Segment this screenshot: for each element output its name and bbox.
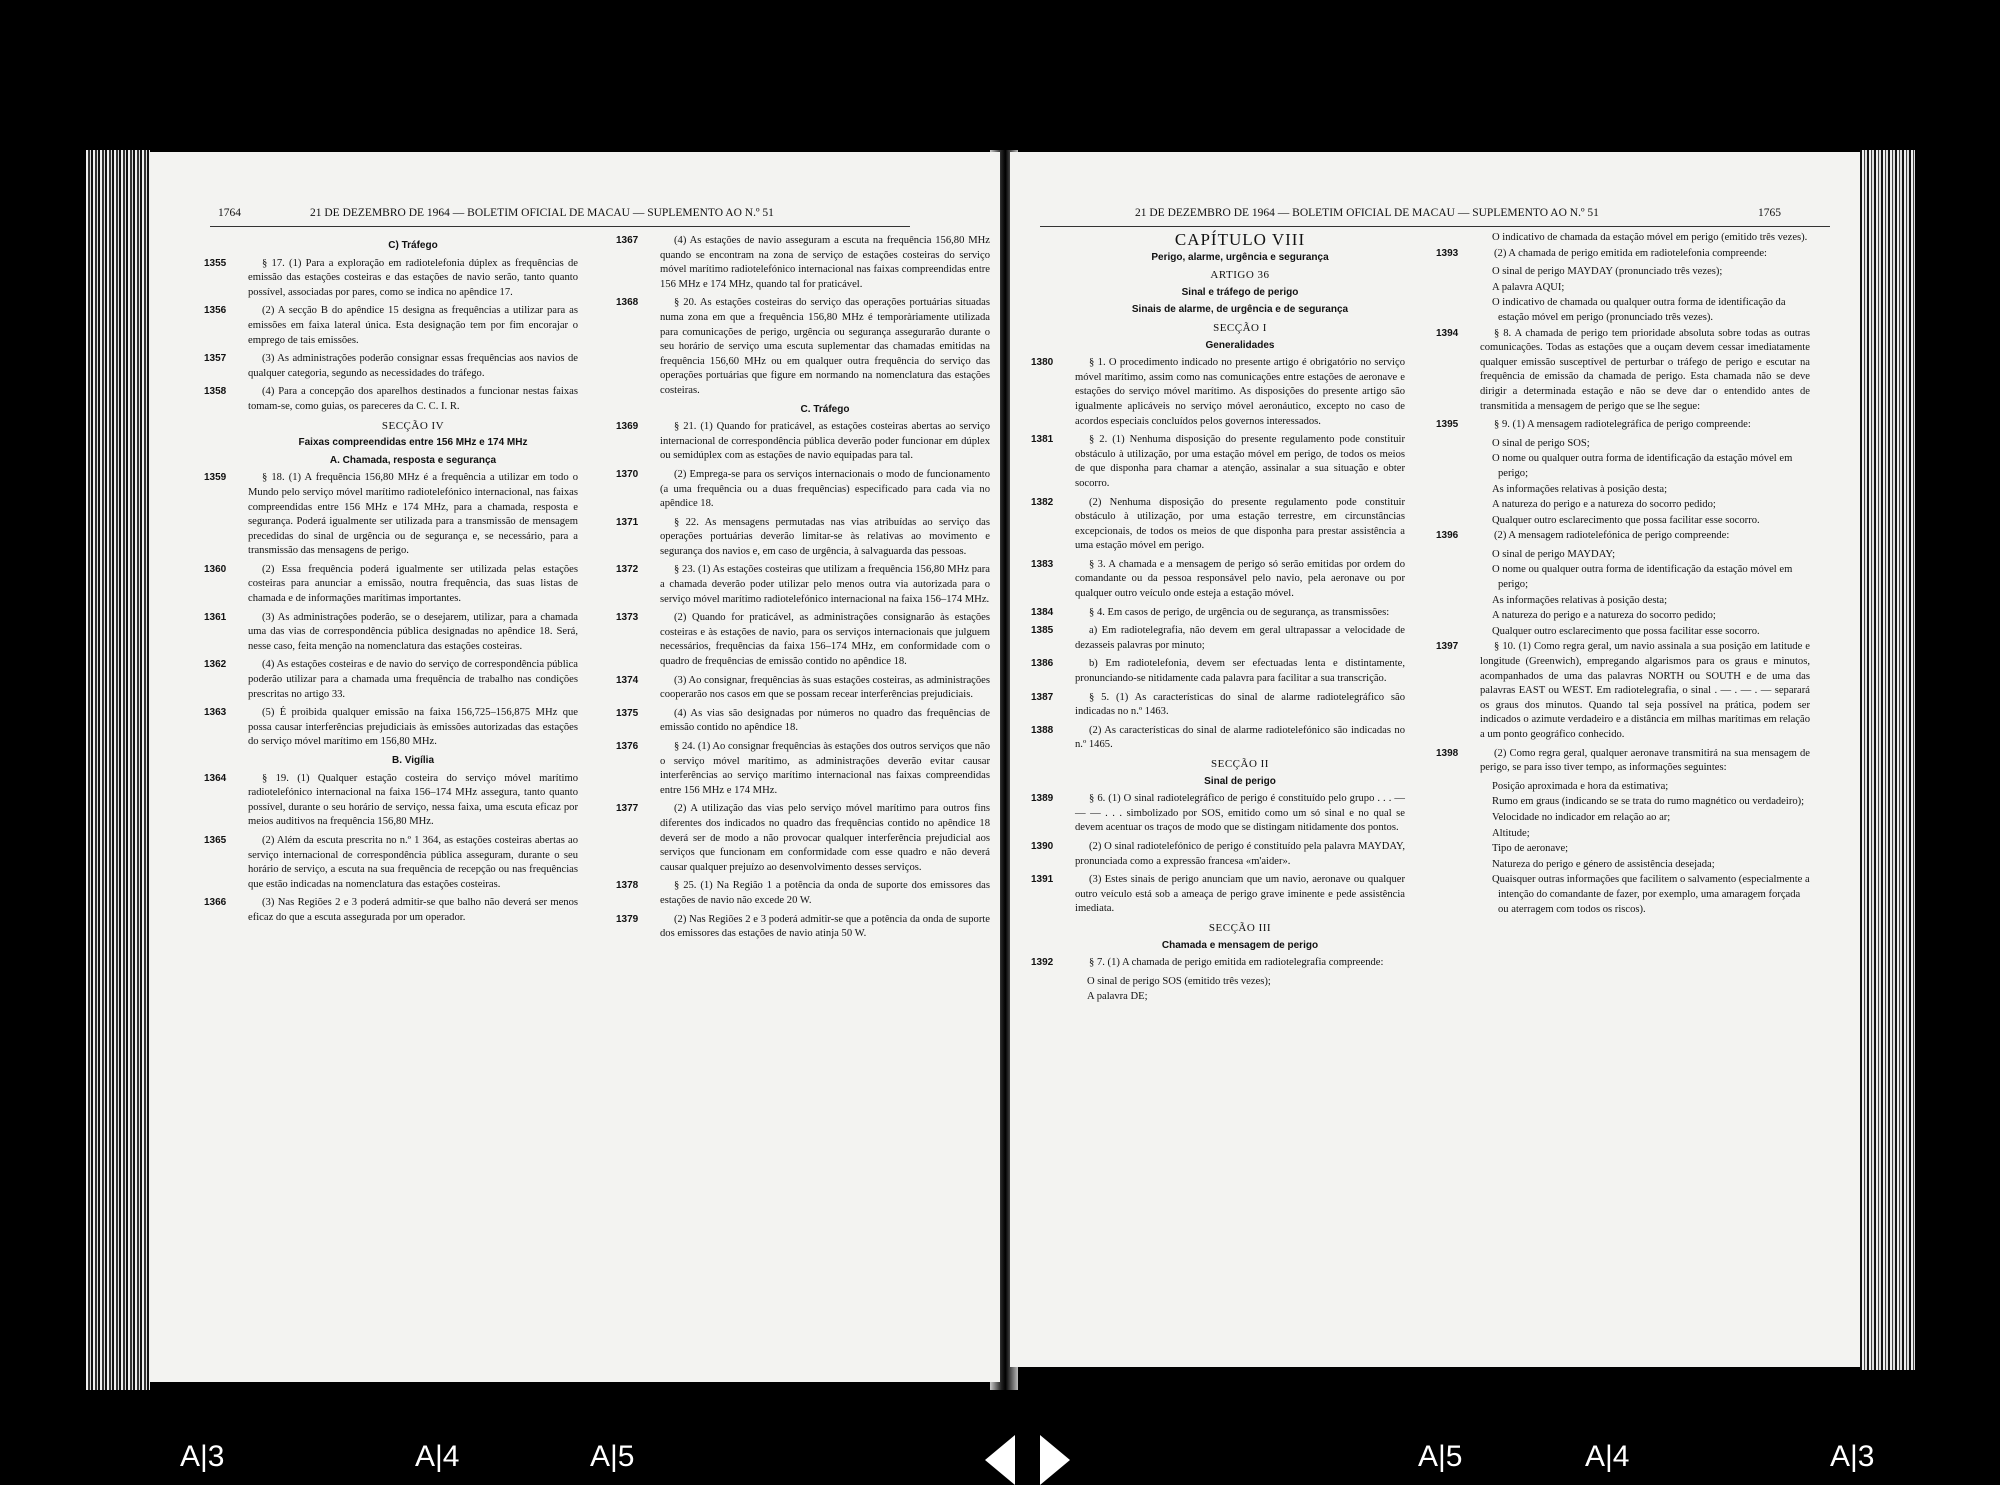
section-heading: SECÇÃO IV [381,419,445,432]
paragraph-number: 1383 [1031,558,1054,570]
section-heading: A. Chamada, resposta e segurança [329,454,497,466]
list-item: Posição aproximada e hora da estimativa; [1492,780,1669,792]
paragraph-text: (2) Como regra geral, qualquer aeronave transmitirá na sua mensagem de perigo, se para isso tiver tempo, as informações seguintes: [1480,747,1810,774]
paragraph [1436,247,1810,262]
list-item: Quaisquer outras informações que facilitem o salvamento (especialmente a intenção do comandante de fazer, por exemplo, uma amaragem forçada ou aterragem com todos os riscos). [1492,874,1810,915]
paragraph-text: § 21. (1) Quando for praticável, as estações costeiras abertas ao serviço internacional de correspondência pública deverão poder funcionar em dúplex ou semidúplex com as estações de navio equipadas para tal. [660,421,990,462]
paragraph-number: 1364 [204,772,227,784]
paragraph-text: § 23. (1) As estações costeiras que utilizam a frequência 156,80 MHz para a chamada deverão poder utilizar pelo menos outra via autorizada para o serviço móvel marítimo radiotelefónico internacional na faixa 156–174 MHz. [660,564,990,605]
film-marker-left [985,1435,1015,1485]
paragraph-number: 1397 [1436,641,1459,653]
list-item: O sinal de perigo MAYDAY (pronunciado três vezes); [1492,266,1723,278]
paragraph-text: § 9. (1) A mensagem radiotelegráfica de perigo compreende: [1494,419,1751,431]
right-page-number: 1765 [1758,207,1781,219]
list-item: O sinal de perigo SOS (emitido três vezes); [1087,975,1271,987]
section-heading: CAPÍTULO VIII [1174,230,1306,249]
paragraph-text: § 3. A chamada e a mensagem de perigo só serão emitidas por ordem do comandante ou da pessoa responsável pelo navio, pela aeronave ou por qualquer outro veículo onde esteja a estação móvel. [1075,558,1405,600]
paragraph-number: 1388 [1031,724,1054,736]
paragraph [204,706,578,750]
paragraph-number: 1374 [616,674,639,686]
paragraph-number: 1385 [1031,625,1054,637]
left-page [150,152,1000,1382]
paragraph [616,420,990,464]
paragraph-number: 1357 [204,353,227,365]
paragraph-text: (2) Emprega-se para os serviços internacionais o modo de funcionamento (a uma frequência ou a duas frequências) especificado para cada via no apêndice 18. [660,468,990,510]
paragraph [204,563,578,607]
section-heading: B. Vigília [391,755,435,766]
film-label: A|3 [1830,1440,1875,1473]
paragraph-text: (2) A mensagem radiotelefónica de perigo compreende: [1494,530,1730,542]
list-item: O indicativo de chamada ou qualquer outra forma de identificação da estação móvel em perigo (pronunciado três vezes). [1492,297,1786,323]
paragraph-text: (2) Nas Regiões 2 e 3 poderá admitir-se que a potência da onda de suporte dos emissores das estações de navio atinja 50 W. [660,913,990,940]
paragraph-number: 1395 [1436,419,1459,431]
paragraph [204,352,578,381]
paragraph-number: 1392 [1031,957,1054,969]
paragraph-text: (2) A utilização das vias pelo serviço móvel marítimo para outros fins diferentes dos indicados no quadro das frequências contido no apêndice 18 deverá ser de modo a não provocar qualquer interferência prejudicial aos serviços que funcionam em conformidade com esse quadro e não deverá causar qualquer prejuízo ao desenvolvimento desses serviços. [660,803,990,873]
left-column-1 [204,236,578,930]
paragraph-text: (2) Nenhuma disposição do presente regulamento pode constituir obstáculo à utilização, por uma estação terrestre, em circunstâncias excepcionais, de todos os meios de que disponha para prestar assistência a uma estação móvel em perigo. [1075,496,1405,552]
paragraph-text: b) Em radiotelefonia, devem ser efectuadas lenta e distintamente, pronunciando-se nitidamente cada palavra para facilitar a sua transcrição. [1075,658,1405,685]
paragraph-number: 1398 [1436,747,1459,759]
paragraph [1031,691,1405,720]
paragraph-text: § 19. (1) Qualquer estação costeira do serviço móvel marítimo radiotelefónico internacional na faixa 156–174 MHz assegura, tanto quanto possível, durante o seu horário de serviço, nessa faixa, uma escuta eficaz por meios auditivos na frequência 156,80 MHz. [248,772,578,828]
paragraph-text: (3) Nas Regiões 2 e 3 poderá admitir-se que balho não deverá ser menos eficaz do que a escuta assegurada por um operador. [248,897,578,923]
paragraph [204,834,578,892]
paragraph-text: § 25. (1) Na Região 1 a potência da onda de suporte dos emissores das estações de navio não excede 20 W. [660,880,990,906]
paragraph-number: 1389 [1031,793,1054,805]
paragraph-text: a) Em radiotelegrafia, não devem em geral ultrapassar a velocidade de dezasseis palavras por minuto; [1075,625,1405,651]
paragraph-number: 1390 [1031,840,1054,852]
list-item: Qualquer outro esclarecimento que possa facilitar esse socorro. [1492,625,1760,637]
paragraph-text: § 17. (1) Para a exploração em radiotelefonia dúplex as frequências de emissão das estações costeiras e das estações de navio serão, tanto quanto possível, associadas por pares, como se indica no apêndice 17. [248,257,578,298]
section-heading: C) Tráfego [388,240,438,251]
right-running-head: 21 DE DEZEMBRO DE 1964 — BOLETIM OFICIAL DE MACAU — SUPLEMENTO AO N.º 51 [1135,207,1599,219]
paragraph-text: (2) Quando for praticável, as administrações consignarão às estações costeiras e às estações de navio, para os serviços internacionais que julguem necessários, frequências da faixa 156–174 MHz, em conformidade com o quadro de frequências de emissão contido no apêndice 18. [660,612,990,668]
paragraph-text: (3) Estes sinais de perigo anunciam que um navio, aeronave ou qualquer outro veículo está sob a ameaça de perigo grave iminente e pede assistência imediata. [1075,874,1405,915]
paragraph-number: 1381 [1031,434,1054,446]
paragraph [1031,724,1405,753]
paragraph [204,611,578,655]
paragraph-number: 1368 [616,297,639,309]
list-item: Qualquer outro esclarecimento que possa facilitar esse socorro. [1492,514,1760,526]
left-page-number: 1764 [218,207,241,219]
right-page [1010,152,1860,1367]
paragraph-text: § 1. O procedimento indicado no presente artigo é obrigatório no serviço móvel marítimo, assim como nas comunicações entre estações de aeronave e estações do serviço móvel marítimo. As disposições do presente artigo são igualmente aplicáveis no serviço móvel aeronáutico, excepto no caso de acordos especiais concluídos pelos governos interessados. [1075,357,1405,427]
paragraph-text: (5) É proibida qualquer emissão na faixa 156,725–156,875 MHz que possa causar interferências prejudiciais às emissões autorizadas das estações do serviço móvel marítimo em 156,80 MHz. [248,707,578,748]
list-item: O nome ou qualquer outra forma de identificação da estação móvel em perigo; [1492,564,1793,591]
section-heading: Sinal de perigo [1204,775,1276,787]
paragraph [616,516,990,560]
paragraph-text: (2) O sinal radiotelefónico de perigo é constituído pela palavra MAYDAY, pronunciada como a expressão francesa «m'aider». [1075,840,1405,867]
paragraph [616,611,990,669]
paragraph-number: 1396 [1436,530,1459,542]
list-item: Velocidade no indicador em relação ao ar; [1492,811,1671,823]
paragraph [1436,327,1810,415]
film-marker-right [1040,1435,1070,1485]
paragraph-number: 1379 [616,913,639,925]
left-book-edge [86,150,150,1390]
paragraph [616,802,990,875]
paragraph-number: 1386 [1031,658,1054,670]
paragraph-number: 1372 [616,564,639,576]
paragraph-text: § 7. (1) A chamada de perigo emitida em radiotelegrafia compreende: [1089,957,1384,969]
paragraph [616,740,990,798]
paragraph [1031,657,1405,686]
paragraph-text: (4) As estações de navio asseguram a escuta na frequência 156,80 MHz quando se encontram na zona de serviço de estações costeiras do serviço móvel marítimo radiotelefónico internacional nas faixas compreendidas entre 156 MHz e 174 MHz, quando tal for praticável. [660,235,990,290]
paragraph-number: 1366 [204,897,227,909]
paragraph-text: (4) As vias são designadas por números no quadro das frequências de emissão contido no apêndice 18. [660,707,990,734]
paragraph [616,913,990,942]
paragraph-text: § 20. As estações costeiras do serviço das operações portuárias situadas numa zona em que a frequência 156,80 MHz é temporàriamente utilizada para comunicações de perigo, urgência ou segurança assegurarão durante o seu horário de serviço uma escuta suplementar das chamadas emitidas na frequência 156,60 MHz ou em qualquer outra frequência do serviço das operações portuárias que figure em normando na nomenclatura das estações costeiras. [660,297,990,396]
paragraph-text: § 18. (1) A frequência 156,80 MHz é a frequência a utilizar em todo o Mundo pelo serviço móvel marítimo radiotelefónico internacional, nas faixas compreendidas entre 156 MHz e 174 MHz, para a chamada, resposta e segurança. Poderá igualmente ser utilizada para a transmissão de mensagem precedidas do sinal de urgência ou de segurança e, se necessário, para a transmissão das mensagens de perigo. [248,472,578,557]
paragraph [1436,640,1810,742]
paragraph [1031,792,1405,836]
paragraph-number: 1380 [1031,357,1054,369]
paragraph-number: 1363 [204,707,227,719]
right-column-2 [1436,230,1810,918]
paragraph [204,385,578,414]
paragraph-text: (4) As estações costeiras e de navio do serviço de correspondência pública poderão utilizar para a chamada uma frequência de trabalho nas condições prescritas no artigo 33. [248,659,578,700]
paragraph-number: 1375 [616,707,639,719]
paragraph [616,707,990,736]
section-heading: Chamada e mensagem de perigo [1161,939,1319,951]
paragraph-text: § 5. (1) As características do sinal de alarme radiotelegráfico são indicadas no n.º 1463. [1075,691,1405,718]
paragraph-number: 1362 [204,659,227,671]
paragraph-number: 1355 [204,257,227,269]
section-heading: SECÇÃO III [1208,921,1272,934]
film-label: A|5 [1418,1440,1463,1473]
list-item: A natureza do perigo e a natureza do socorro pedido; [1492,610,1716,622]
paragraph-number: 1356 [204,305,227,317]
paragraph [204,304,578,348]
paragraph [204,471,578,559]
paragraph [1031,624,1405,653]
paragraph [1031,356,1405,429]
paragraph-text: § 24. (1) Ao consignar frequências às estações dos outros serviços que não o serviço móvel marítimo, as administrações deverão evitar causar interferências ao serviço marítimo internacional nas faixas compreendidas entre 156 MHz e 174 MHz. [660,741,990,796]
section-heading: SECÇÃO I [1213,321,1267,334]
list-item: As informações relativas à posição desta; [1492,483,1668,495]
section-heading: Sinais de alarme, de urgência e de segurança [1131,304,1349,316]
paragraph-text: (2) A secção B do apêndice 15 designa as frequências a utilizar para as emissões em faixa lateral única. Esta designação tem por fim encorajar o emprego de tais emissões. [248,305,578,346]
section-heading: Generalidades [1205,339,1275,351]
list-item: Altitude; [1492,827,1530,839]
list-item: Tipo de aeronave; [1492,843,1569,855]
paragraph-number: 1358 [204,386,227,398]
paragraph-number: 1393 [1436,247,1459,259]
paragraph [616,468,990,512]
paragraph-text: (2) A chamada de perigo emitida em radiotelefonia compreende: [1494,247,1767,259]
paragraph-text: (2) As características do sinal de alarme radiotelefónico são indicadas no n.º 1465. [1075,724,1405,751]
list-item: A palavra AQUI; [1492,281,1565,293]
paragraph-number: 1361 [204,611,227,623]
right-column-1 [1031,227,1405,1006]
list-item: A natureza do perigo e a natureza do socorro pedido; [1492,499,1716,511]
paragraph-number: 1359 [204,472,227,484]
section-heading: C. Tráfego [800,403,850,415]
left-head-rule [210,226,910,227]
paragraph [1031,433,1405,491]
paragraph-text: § 10. (1) Como regra geral, um navio assinala a sua posição em latitude e longitude (Greenwich), empregando algarismos para os graus e minutos, acompanhados de uma das palavras NORTH ou SOUTH e de uma das palavras EAST ou WEST. Em radiotelegrafia, o sinal . — . — . — separará os graus dos minutos. Quando tal seja possível na prática, podem ser indicados o azimute verdadeiro e a distância em milhas marítimas em relação a um ponto geográfico conhecido. [1480,641,1810,740]
paragraph [616,563,990,607]
paragraph-text: (4) Para a concepção dos aparelhos destinados a funcionar nestas faixas tomam-se, como guias, os pareceres da C. C. I. R. [248,386,578,412]
paragraph-number: 1367 [616,235,639,246]
paragraph-text: (2) Essa frequência poderá igualmente ser utilizada pelas estações costeiras para anunciar a emissão, noutra frequência, das suas listas de chamada e de informações marítimas importantes. [248,563,578,605]
paragraph-number: 1360 [204,563,227,575]
section-heading: ARTIGO 36 [1210,269,1270,282]
paragraph-number: 1387 [1031,691,1054,703]
left-running-head: 21 DE DEZEMBRO DE 1964 — BOLETIM OFICIAL DE MACAU — SUPLEMENTO AO N.º 51 [310,207,774,219]
list-item: O nome ou qualquer outra forma de identificação da estação móvel em perigo; [1492,453,1793,479]
paragraph-number: 1394 [1436,327,1459,339]
paragraph [1031,873,1405,917]
film-label: A|3 [180,1440,225,1473]
paragraph-number: 1384 [1031,606,1054,618]
paragraph-number: 1377 [616,803,639,815]
paragraph-number: 1370 [616,468,639,480]
paragraph [1031,606,1405,621]
section-heading: Perigo, alarme, urgência e segurança [1151,251,1329,263]
paragraph [616,296,990,398]
paragraph [1031,956,1405,971]
paragraph [1031,840,1405,869]
paragraph-number: 1369 [616,421,639,433]
paragraph [616,879,990,908]
paragraph [1436,747,1810,776]
paragraph [204,257,578,301]
paragraph-number: 1382 [1031,496,1054,508]
paragraph-text: § 8. A chamada de perigo tem prioridade absoluta sobre todas as outras comunicações. Todas as estações que a ouçam devem cessar imediatamente qualquer emissão susceptível de perturbar o tráfego de perigo e escutar na frequência de emissão da chamada de perigo. Esta chamada não se deve dirigir a determinada estação e não se deve dar o entendido antes de transmitida a mensagem de perigo que se lhe segue: [1480,327,1810,412]
list-item: O sinal de perigo MAYDAY; [1492,548,1616,560]
paragraph-number: 1365 [204,834,227,846]
section-heading: SECÇÃO II [1211,758,1269,770]
paragraph-number: 1378 [616,880,639,892]
film-label: A|5 [590,1440,635,1473]
paragraph [616,674,990,703]
paragraph [204,896,578,925]
left-column-2 [616,234,990,946]
paragraph-text: (2) Além da escuta prescrita no n.º 1 364, as estações costeiras abertas ao serviço internacional de correspondência pública asseguram, durante o seu horário de serviço, a escuta na sua frequência de recepção ou nas frequências que estão indicadas na nomenclatura das estações costeiras. [248,834,578,890]
paragraph [616,234,990,292]
paragraph-text: § 2. (1) Nenhuma disposição do presente regulamento pode constituir obstáculo à utilização, por uma estação móvel em perigo, de todos os meios de que disponha para chamar a atenção, assinalar a sua situação e obter socorro. [1075,434,1405,489]
list-item: Natureza do perigo e género de assistência desejada; [1492,858,1715,870]
list-item: A palavra DE; [1087,991,1148,1003]
paragraph-text: § 6. (1) O sinal radiotelegráfico de perigo é constituído pelo grupo . . . — — — . . . simbolizado por SOS, emitido como um só sinal e no qual se devem acentuar os traços de modo que se distingam nitidamente dos pontos. [1075,793,1405,834]
paragraph [1031,496,1405,554]
list-item: O sinal de perigo SOS; [1492,437,1590,449]
paragraph-text: § 22. As mensagens permutadas nas vias atribuídas ao serviço das operações portuárias deverão limitar-se às relativas ao movimento e segurança dos navios e, em caso de urgência, à salvaguarda das pessoas. [660,516,990,557]
section-heading: Sinal e tráfego de perigo [1181,286,1299,298]
paragraph [1031,558,1405,602]
paragraph-number: 1391 [1031,874,1054,886]
section-heading: Faixas compreendidas entre 156 MHz e 174 MHz [298,437,528,449]
paragraph-text: (3) Ao consignar, frequências às suas estações costeiras, as administrações cooperarão nos casos em que se possam recear interferências prejudiciais. [660,674,990,701]
paragraph [204,658,578,702]
paragraph [204,772,578,830]
film-label: A|4 [415,1440,460,1473]
list-item: As informações relativas à posição desta; [1492,594,1668,606]
paragraph-text: (3) As administrações poderão consignar essas frequências aos navios de qualquer categoria, segundo as necessidades do tráfego. [248,353,578,379]
right-book-edge [1860,150,1915,1370]
paragraph-number: 1373 [616,612,639,624]
paragraph [1436,418,1810,433]
paragraph-text: § 4. Em casos de perigo, de urgência ou de segurança, as transmissões: [1089,606,1390,618]
film-label: A|4 [1585,1440,1630,1473]
paragraph-number: 1371 [616,516,639,528]
paragraph [1436,529,1810,544]
list-item: O indicativo de chamada da estação móvel em perigo (emitido três vezes). [1492,232,1808,243]
list-item: Rumo em graus (indicando se se trata do rumo magnético ou verdadeiro); [1492,796,1805,808]
paragraph-number: 1376 [616,741,639,752]
paragraph-text: (3) As administrações poderão, se o desejarem, utilizar, para a chamada uma das vias de correspondência pública designadas no apêndice 18. Será, nesse caso, feita menção na nomenclatura das estações costeiras. [248,611,578,652]
